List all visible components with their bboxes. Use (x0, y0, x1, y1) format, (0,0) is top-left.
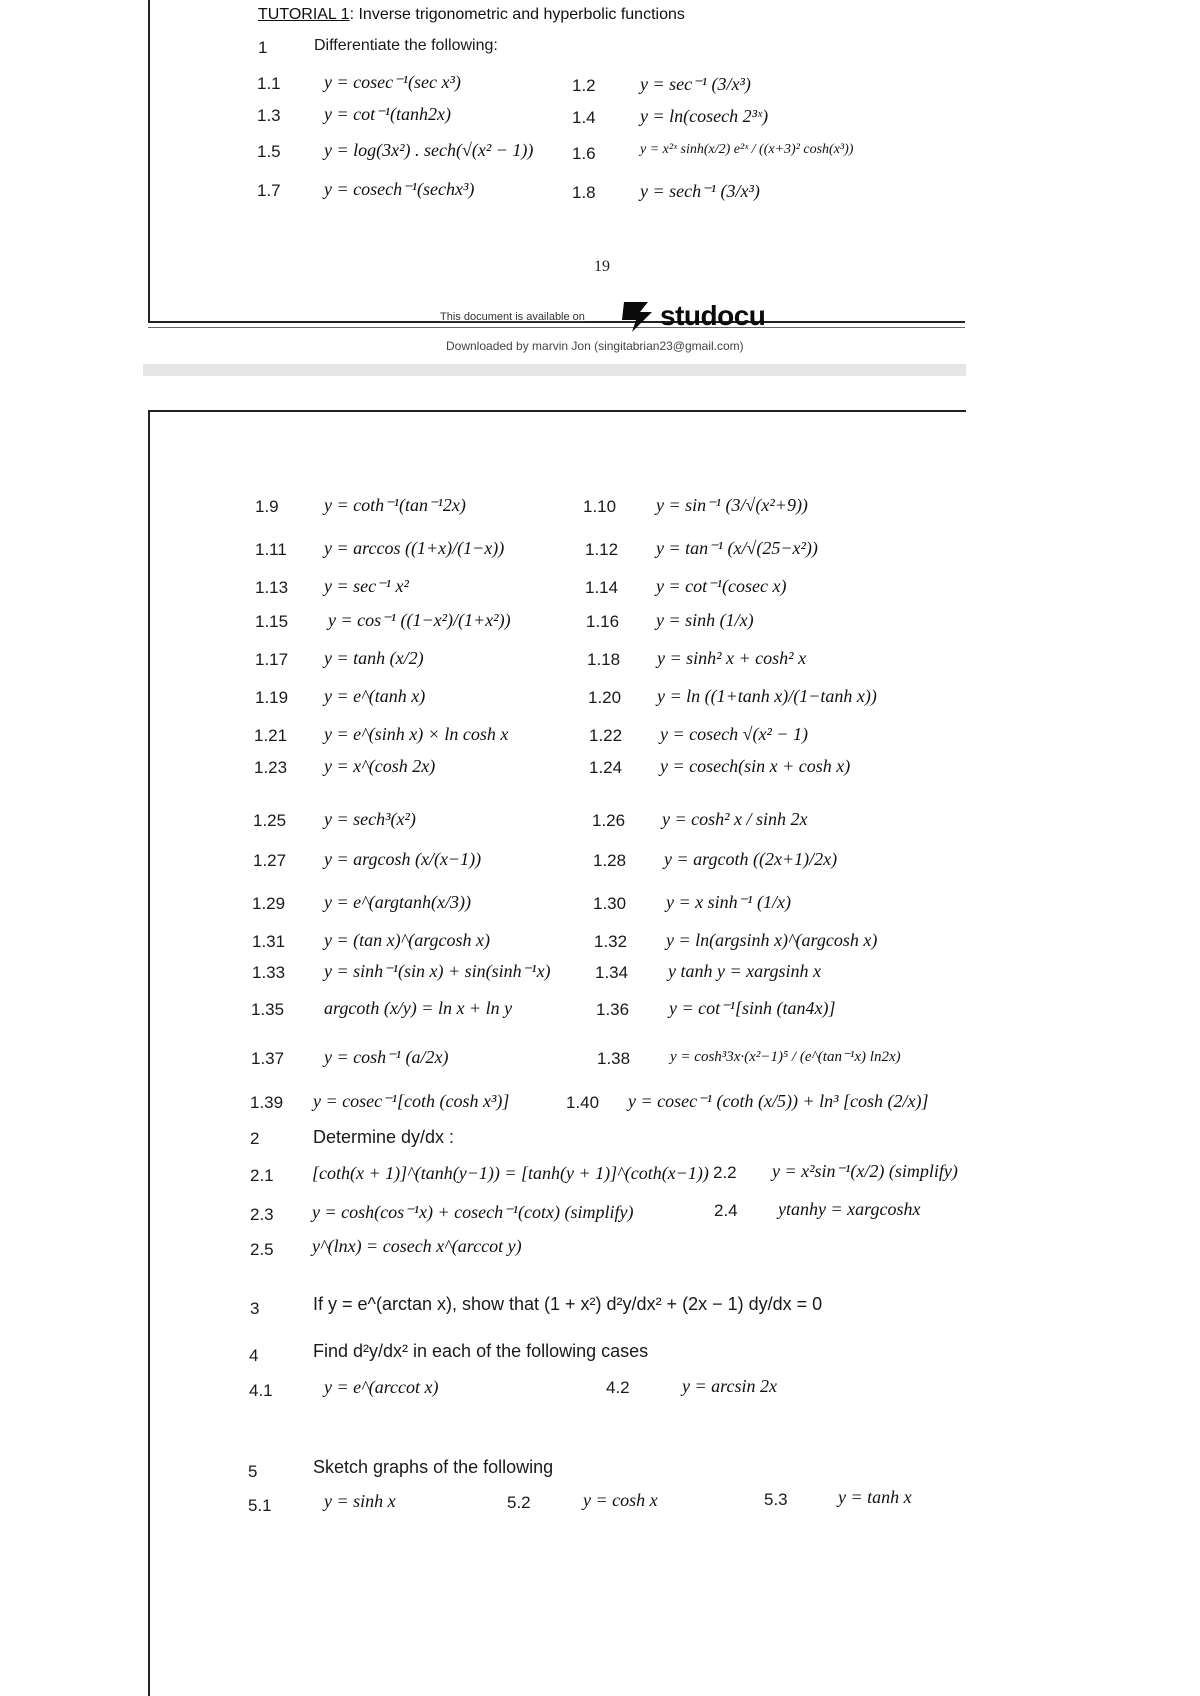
item-number: 1.22 (589, 726, 623, 745)
question-1-text: Differentiate the following: (314, 37, 498, 54)
page-number: 19 (594, 258, 610, 275)
item-number: 1.39 (250, 1093, 284, 1112)
item-expression: y = sec⁻¹ x² (324, 576, 409, 596)
item-number: 1.29 (252, 894, 286, 913)
item-expression: y = cosh² x / sinh 2x (662, 809, 808, 829)
item-number: 1.4 (572, 108, 596, 127)
downloaded-by-text: Downloaded by marvin Jon (singitabrian23@gmail.com) (446, 339, 744, 353)
item-expression: y = x sinh⁻¹ (1/x) (666, 892, 792, 912)
item-expression: y = coth⁻¹(tan⁻¹2x) (324, 495, 466, 515)
item-expression: y = cosh(cos⁻¹x) + cosech⁻¹(cotx) (simplify) (312, 1202, 634, 1222)
item-number: 1.20 (588, 688, 622, 707)
item-expression: y = x²ˣ sinh(x/2) e²ˣ / ((x+3)² cosh(x³)) (640, 142, 854, 157)
item-number: 1.16 (586, 612, 620, 631)
available-on-text[interactable]: This document is available on (440, 311, 585, 323)
item-number: 5.2 (507, 1493, 531, 1512)
item-expression: y = cos⁻¹ ((1−x²)/(1+x²)) (328, 610, 511, 630)
item-expression: y = cosec⁻¹[coth (cosh x³)] (313, 1091, 510, 1111)
item-number: 4.1 (249, 1381, 273, 1400)
page-2-border-left (148, 410, 150, 1696)
footer-rule-thin (148, 327, 965, 328)
tutorial-title (258, 6, 685, 24)
item-number: 1.9 (255, 497, 279, 516)
item-expression: y = cosh x (583, 1490, 658, 1510)
question-4-text: Find d²y/dx² in each of the following cases (313, 1341, 649, 1361)
item-number: 1.7 (257, 181, 281, 200)
item-number: 1.36 (596, 1000, 630, 1019)
item-number: 1.23 (254, 758, 288, 777)
item-number: 1.13 (255, 578, 289, 597)
tutorial-title-prefix: TUTORIAL 1 (258, 6, 350, 23)
item-number: 1.34 (595, 963, 629, 982)
studocu-logo-icon (618, 298, 658, 334)
question-4-number: 4 (249, 1346, 259, 1365)
item-number: 1.19 (255, 688, 289, 707)
item-expression: y = cosec⁻¹(sec x³) (324, 72, 461, 92)
item-number: 1.3 (257, 106, 281, 125)
item-expression: y = tanh x (838, 1487, 912, 1507)
item-number: 2.2 (713, 1163, 737, 1182)
item-number: 1.18 (587, 650, 621, 669)
item-expression: y = tanh (x/2) (324, 648, 424, 668)
item-expression: y = cosech⁻¹(sechx³) (324, 179, 475, 199)
item-expression: argcoth (x/y) = ln x + ln y (324, 998, 513, 1018)
item-expression: ytanhy = xargcoshx (778, 1199, 921, 1219)
item-number: 1.5 (257, 142, 281, 161)
question-3-text: If y = e^(arctan x), show that (1 + x²) d²y/dx² + (2x − 1) dy/dx = 0 (313, 1294, 823, 1314)
item-expression: y = arccos ((1+x)/(1−x)) (324, 538, 505, 558)
item-number: 1.30 (593, 894, 627, 913)
item-number: 1.37 (251, 1049, 285, 1068)
question-5-text: Sketch graphs of the following (313, 1457, 554, 1477)
item-expression: y = sinh x (324, 1491, 396, 1511)
item-number: 1.14 (585, 578, 619, 597)
item-expression: y = e^(argtanh(x/3)) (324, 892, 472, 912)
page-2-top-rule (148, 410, 966, 412)
item-number: 5.1 (248, 1496, 272, 1515)
item-number: 1.26 (592, 811, 626, 830)
item-number: 1.12 (585, 540, 619, 559)
studocu-brand[interactable]: studocu (660, 300, 766, 331)
item-expression: y = sinh (1/x) (656, 610, 754, 630)
item-expression: y = e^(sinh x) × ln cosh x (324, 724, 509, 744)
item-number: 1.10 (583, 497, 617, 516)
item-expression: y = log(3x²) . sech(√(x² − 1)) (324, 140, 534, 160)
item-number: 2.4 (714, 1201, 738, 1220)
item-number: 1.38 (597, 1049, 631, 1068)
item-expression: y = (tan x)^(argcosh x) (324, 930, 491, 950)
item-expression: y = sech³(x²) (324, 809, 416, 829)
item-number: 1.11 (255, 540, 287, 559)
item-number: 1.33 (252, 963, 286, 982)
item-expression: y = cot⁻¹(tanh2x) (324, 104, 452, 124)
item-number: 1.8 (572, 183, 596, 202)
item-expression: y = cosec⁻¹ (coth (x/5)) + ln³ [cosh (2/x)] (628, 1091, 929, 1111)
item-expression: y = cosech √(x² − 1) (660, 724, 809, 744)
question-3-number: 3 (250, 1299, 260, 1318)
item-expression: y = sech⁻¹ (3/x³) (640, 181, 760, 201)
item-expression: y = ln(argsinh x)^(argcosh x) (666, 930, 878, 950)
item-expression: y^(lnx) = cosech x^(arccot y) (312, 1236, 522, 1256)
item-number: 1.35 (251, 1000, 285, 1019)
item-number: 1.17 (255, 650, 289, 669)
item-number: 2.1 (250, 1166, 274, 1185)
item-number: 5.3 (764, 1490, 788, 1509)
item-expression: y = cosh⁻¹ (a/2x) (324, 1047, 449, 1067)
item-expression: y = e^(arccot x) (324, 1377, 439, 1397)
question-2-text: Determine dy/dx : (313, 1127, 455, 1147)
item-expression: y tanh y = xargsinh x (668, 961, 821, 981)
item-expression: y = x^(cosh 2x) (324, 756, 436, 776)
item-number: 1.21 (254, 726, 288, 745)
item-number: 1.15 (255, 612, 289, 631)
item-number: 1.31 (252, 932, 286, 951)
item-number: 1.40 (566, 1093, 600, 1112)
item-expression: [coth(x + 1)]^(tanh(y−1)) = [tanh(y + 1)]^(coth(x−1)) (312, 1163, 709, 1183)
item-expression: y = e^(tanh x) (324, 686, 426, 706)
item-expression: y = tan⁻¹ (x/√(25−x²)) (656, 538, 818, 558)
question-5-number: 5 (248, 1462, 258, 1481)
item-expression: y = sinh⁻¹(sin x) + sin(sinh⁻¹x) (324, 961, 551, 981)
item-number: 1.27 (253, 851, 287, 870)
item-number: 2.5 (250, 1240, 274, 1259)
item-expression: y = ln ((1+tanh x)/(1−tanh x)) (657, 686, 877, 706)
item-expression: y = arcsin 2x (682, 1376, 777, 1396)
item-number: 4.2 (606, 1378, 630, 1397)
item-number: 1.25 (253, 811, 287, 830)
question-1-number: 1 (258, 38, 268, 57)
item-number: 1.2 (572, 76, 596, 95)
item-number: 1.1 (257, 74, 281, 93)
item-expression: y = sinh² x + cosh² x (657, 648, 807, 668)
item-number: 1.24 (589, 758, 623, 777)
item-expression: y = argcosh (x/(x−1)) (324, 849, 482, 869)
item-number: 1.32 (594, 932, 628, 951)
item-expression: y = cosh³3x·(x²−1)⁵ / (e^(tan⁻¹x) ln2x) (670, 1049, 901, 1065)
question-2-number: 2 (250, 1129, 260, 1148)
item-expression: y = argcoth ((2x+1)/2x) (664, 849, 838, 869)
item-expression: y = x²sin⁻¹(x/2) (simplify) (772, 1161, 958, 1181)
item-number: 1.6 (572, 144, 596, 163)
page-separator (143, 364, 966, 376)
tutorial-title-rest: : Inverse trigonometric and hyperbolic functions (349, 6, 685, 23)
item-expression: y = sec⁻¹ (3/x³) (640, 74, 751, 94)
item-number: 2.3 (250, 1205, 274, 1224)
item-number: 1.28 (593, 851, 627, 870)
page-border-left (148, 0, 150, 322)
item-expression: y = ln(cosech 2³ˣ) (640, 106, 769, 126)
item-expression: y = cot⁻¹(cosec x) (656, 576, 787, 596)
item-expression: y = cot⁻¹[sinh (tan4x)] (669, 998, 836, 1018)
item-expression: y = sin⁻¹ (3/√(x²+9)) (656, 495, 808, 515)
item-expression: y = cosech(sin x + cosh x) (660, 756, 851, 776)
